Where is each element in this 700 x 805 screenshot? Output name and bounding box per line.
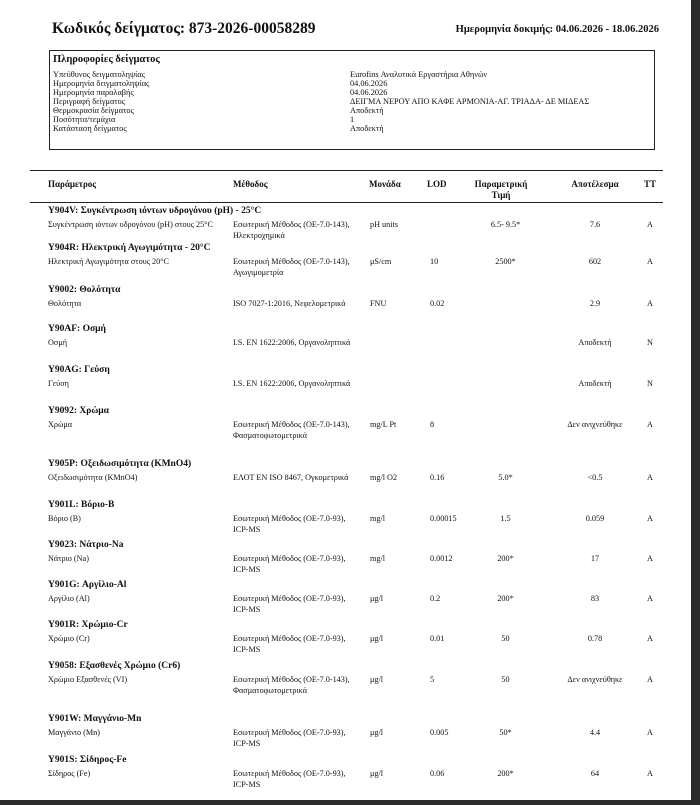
tt-cell: A bbox=[647, 514, 653, 523]
method-cell: Εσωτερική Μέθοδος (ΟΕ-7.0-93), ICP-MS bbox=[233, 554, 346, 574]
parameter-cell: Γεύση bbox=[48, 379, 69, 388]
unit-cell: μg/l bbox=[370, 728, 384, 737]
col-header-param-value-line2: Τιμή bbox=[491, 190, 511, 200]
parameter-cell: Βόριο (B) bbox=[48, 514, 81, 523]
section-title: Y90AF: Οσμή bbox=[48, 324, 106, 334]
sample-info-label: Ποσότητα/τεμάχια bbox=[53, 115, 116, 124]
method-cell: Εσωτερική Μέθοδος (ΟΕ-7.0-93), ICP-MS bbox=[233, 634, 346, 654]
section-title: Y904V: Συγκέντρωση ιόντων υδρογόνου (pH) - 25°C bbox=[48, 206, 262, 216]
sample-info-title: Πληροφορίες δείγματος bbox=[53, 54, 160, 65]
sample-info-label: Περιγραφή δείγματος bbox=[53, 97, 126, 106]
section-title: Y90AG: Γεύση bbox=[48, 365, 110, 375]
col-header-param: Παράμετρος bbox=[48, 179, 97, 189]
sample-info-value: Αποδεκτή bbox=[350, 124, 384, 133]
param-value-cell: 50 bbox=[501, 634, 510, 643]
method-cell: I.S. EN 1622:2006, Οργανοληπτικά bbox=[233, 379, 351, 388]
col-header-lod: LOD bbox=[427, 179, 447, 189]
result-cell: Αποδεκτή bbox=[578, 338, 612, 347]
sample-info-row bbox=[53, 123, 651, 135]
sample-info-value: ΔΕΙΓΜΑ ΝΕΡΟΥ ΑΠΟ ΚΑΦΕ ΑΡΜΟΝΙΑ-ΑΓ. ΤΡΙΑΔΑ- ΔΕ ΜΙΔΕΑΣ bbox=[350, 97, 590, 106]
parameter-cell: Οξειδωσιμότητα (KMnO4) bbox=[48, 473, 138, 482]
sample-info-label: Θερμοκρασία δείγματος bbox=[53, 106, 134, 115]
unit-cell: mg/l bbox=[370, 514, 386, 523]
unit-cell: mg/L Pt bbox=[370, 420, 397, 429]
section-title: Y9002: Θολότητα bbox=[48, 285, 121, 295]
parameter-cell: Χρώμα bbox=[48, 420, 73, 429]
sample-info-box bbox=[49, 50, 655, 150]
test-date: Ημερομηνία δοκιμής: 04.06.2026 - 18.06.2026 bbox=[455, 24, 659, 35]
lod-cell: 0.005 bbox=[430, 728, 449, 737]
unit-cell: μS/cm bbox=[370, 257, 392, 266]
result-cell: 0.059 bbox=[585, 514, 605, 523]
tt-cell: A bbox=[647, 554, 653, 563]
param-value-cell: 1.5 bbox=[500, 514, 511, 523]
lod-cell: 10 bbox=[430, 257, 439, 266]
result-cell: 17 bbox=[590, 554, 600, 563]
parameter-cell: Σίδηρος (Fe) bbox=[48, 769, 91, 778]
method-cell: Εσωτερική Μέθοδος (ΟΕ-7.0-143), Φασματοφωτομετρικά bbox=[233, 675, 350, 695]
tt-cell: A bbox=[647, 257, 653, 266]
unit-cell: pH units bbox=[370, 220, 398, 229]
col-header-param-value-line1: Παραμετρική bbox=[474, 179, 528, 189]
unit-cell: μg/l bbox=[370, 675, 384, 684]
result-cell: Δεν ανιχνεύθηκε bbox=[567, 420, 623, 429]
sample-info-label: Ημερομηνία δειγματοληψίας bbox=[53, 79, 150, 88]
method-cell: Εσωτερική Μέθοδος (ΟΕ-7.0-93), ICP-MS bbox=[233, 728, 346, 748]
tt-cell: A bbox=[647, 420, 653, 429]
method-cell: Εσωτερική Μέθοδος (ΟΕ-7.0-93), ICP-MS bbox=[233, 514, 346, 534]
param-value-cell: 200* bbox=[497, 594, 514, 603]
sample-info-value: Eurofins Αναλυτικά Εργαστήρια Αθηνών bbox=[350, 70, 488, 79]
result-cell: 7.6 bbox=[589, 220, 601, 229]
tt-cell: N bbox=[647, 338, 653, 347]
tt-cell: A bbox=[647, 634, 653, 643]
col-header-unit: Μονάδα bbox=[369, 179, 401, 189]
parameter-cell: Συγκέντρωση ιόντων υδρογόνου (pH) στους 25°C bbox=[48, 220, 213, 229]
viewer-edge-right bbox=[691, 0, 700, 805]
tt-cell: A bbox=[647, 594, 653, 603]
tt-cell: N bbox=[647, 379, 653, 388]
param-value-cell: 200* bbox=[497, 554, 514, 563]
result-cell: Δεν ανιχνεύθηκε bbox=[567, 675, 623, 684]
col-header-result: Αποτέλεσμα bbox=[571, 179, 619, 189]
lod-cell: 5 bbox=[430, 675, 435, 684]
result-cell: <0.5 bbox=[587, 473, 603, 482]
unit-cell: μg/l bbox=[370, 634, 384, 643]
report-header bbox=[52, 20, 659, 42]
tt-cell: A bbox=[647, 675, 653, 684]
tt-cell: A bbox=[647, 220, 653, 229]
lod-cell: 0.06 bbox=[430, 769, 445, 778]
unit-cell: μg/l bbox=[370, 594, 384, 603]
result-cell: 602 bbox=[588, 257, 602, 266]
param-value-cell: 200* bbox=[497, 769, 514, 778]
tt-cell: A bbox=[647, 473, 653, 482]
parameter-cell: Χρώμιο Εξασθενές (VI) bbox=[48, 675, 128, 684]
result-cell: 0.78 bbox=[587, 634, 603, 643]
tt-cell: A bbox=[647, 299, 653, 308]
section-title: Y901L: Βόριο-B bbox=[48, 500, 115, 510]
section-title: Y9092: Χρώμα bbox=[48, 406, 109, 416]
unit-cell: μg/l bbox=[370, 769, 384, 778]
section-title: Y901W: Μαγγάνιο-Mn bbox=[48, 714, 142, 724]
result-cell: 83 bbox=[590, 594, 600, 603]
method-cell: Εσωτερική Μέθοδος (ΟΕ-7.0-143), Φασματοφωτομετρικά bbox=[233, 420, 350, 440]
method-cell: Εσωτερική Μέθοδος (ΟΕ-7.0-93), ICP-MS bbox=[233, 769, 346, 789]
method-cell: I.S. EN 1622:2006, Οργανοληπτικά bbox=[233, 338, 351, 347]
sample-info-label: Κατάσταση δείγματος bbox=[53, 124, 127, 133]
param-value-cell: 2500* bbox=[495, 257, 516, 266]
section-title: Y901S: Σίδηρος-Fe bbox=[48, 755, 127, 765]
sample-info-value: 1 bbox=[350, 115, 355, 124]
lod-cell: 0.16 bbox=[430, 473, 445, 482]
param-value-cell: 6.5- 9.5* bbox=[490, 220, 521, 229]
result-cell: Αποδεκτή bbox=[578, 379, 612, 388]
param-value-cell: 50 bbox=[501, 675, 510, 684]
method-cell: Εσωτερική Μέθοδος (ΟΕ-7.0-93), ICP-MS bbox=[233, 594, 346, 614]
lod-cell: 0.01 bbox=[430, 634, 445, 643]
unit-cell: mg/l O2 bbox=[370, 473, 398, 482]
tt-cell: A bbox=[647, 728, 653, 737]
table-header bbox=[30, 170, 663, 203]
section-title: Y9023: Νάτριο-Na bbox=[48, 540, 124, 550]
unit-cell: mg/l bbox=[370, 554, 386, 563]
section-title: Y904R: Ηλεκτρική Αγωγιμότητα - 20°C bbox=[48, 243, 211, 253]
lod-cell: 8 bbox=[430, 420, 435, 429]
col-header-param-value bbox=[461, 179, 541, 201]
lod-cell: 0.02 bbox=[430, 299, 445, 308]
parameter-cell: Οσμή bbox=[48, 338, 67, 347]
section-title: Y901G: Αργίλιο-Al bbox=[48, 580, 127, 590]
sample-info-value: 04.06.2026 bbox=[350, 79, 388, 88]
lod-cell: 0.0012 bbox=[430, 554, 453, 563]
result-cell: 4.4 bbox=[589, 728, 601, 737]
sample-code: Κωδικός δείγματος: 873-2026-00058289 bbox=[52, 20, 316, 37]
parameter-cell: Αργίλιο (Al) bbox=[48, 594, 90, 603]
method-cell: ISO 7027-1:2016, Νεφελομετρικά bbox=[233, 299, 346, 308]
parameter-cell: Νάτριο (Na) bbox=[48, 554, 89, 563]
sample-info-value: 04.06.2026 bbox=[350, 88, 388, 97]
sample-info-label: Ημερομηνία παραλαβής bbox=[53, 88, 134, 97]
sample-info-label: Υπεύθυνος δειγματοληψίας bbox=[53, 70, 146, 79]
lod-cell: 0.00015 bbox=[430, 514, 457, 523]
section-title: Y905P: Οξειδωσιμότητα (KMnO4) bbox=[48, 459, 192, 469]
parameter-cell: Μαγγάνιο (Mn) bbox=[48, 728, 100, 737]
param-value-cell: 5.0* bbox=[498, 473, 513, 482]
col-header-tt: TT bbox=[643, 179, 656, 189]
method-cell: Εσωτερική Μέθοδος (ΟΕ-7.0-143), Αγωγιμομετρία bbox=[233, 257, 350, 277]
unit-cell: FNU bbox=[370, 299, 387, 308]
col-header-method: Μέθοδος bbox=[233, 179, 268, 189]
parameter-cell: Χρώμιο (Cr) bbox=[48, 634, 90, 643]
method-cell: ΕΛΟΤ EN ISO 8467, Ογκομετρικά bbox=[233, 473, 349, 482]
viewer-edge-bottom bbox=[0, 800, 700, 805]
method-cell: Εσωτερική Μέθοδος (ΟΕ-7.0-143), Ηλεκτροχημικά bbox=[233, 220, 350, 240]
section-title: Y901R: Χρώμιο-Cr bbox=[48, 620, 128, 630]
parameter-cell: Θολότητα bbox=[48, 299, 82, 308]
param-value-cell: 50* bbox=[499, 728, 512, 737]
lod-cell: 0.2 bbox=[430, 594, 441, 603]
result-cell: 2.9 bbox=[589, 299, 601, 308]
result-cell: 64 bbox=[590, 769, 600, 778]
parameter-cell: Ηλεκτρική Αγωγιμότητα στους 20°C bbox=[48, 257, 169, 266]
section-title: Y9058: Εξασθενές Χρώμιο (Cr6) bbox=[48, 661, 181, 671]
tt-cell: A bbox=[647, 769, 653, 778]
sample-info-value: Αποδεκτή bbox=[350, 106, 384, 115]
